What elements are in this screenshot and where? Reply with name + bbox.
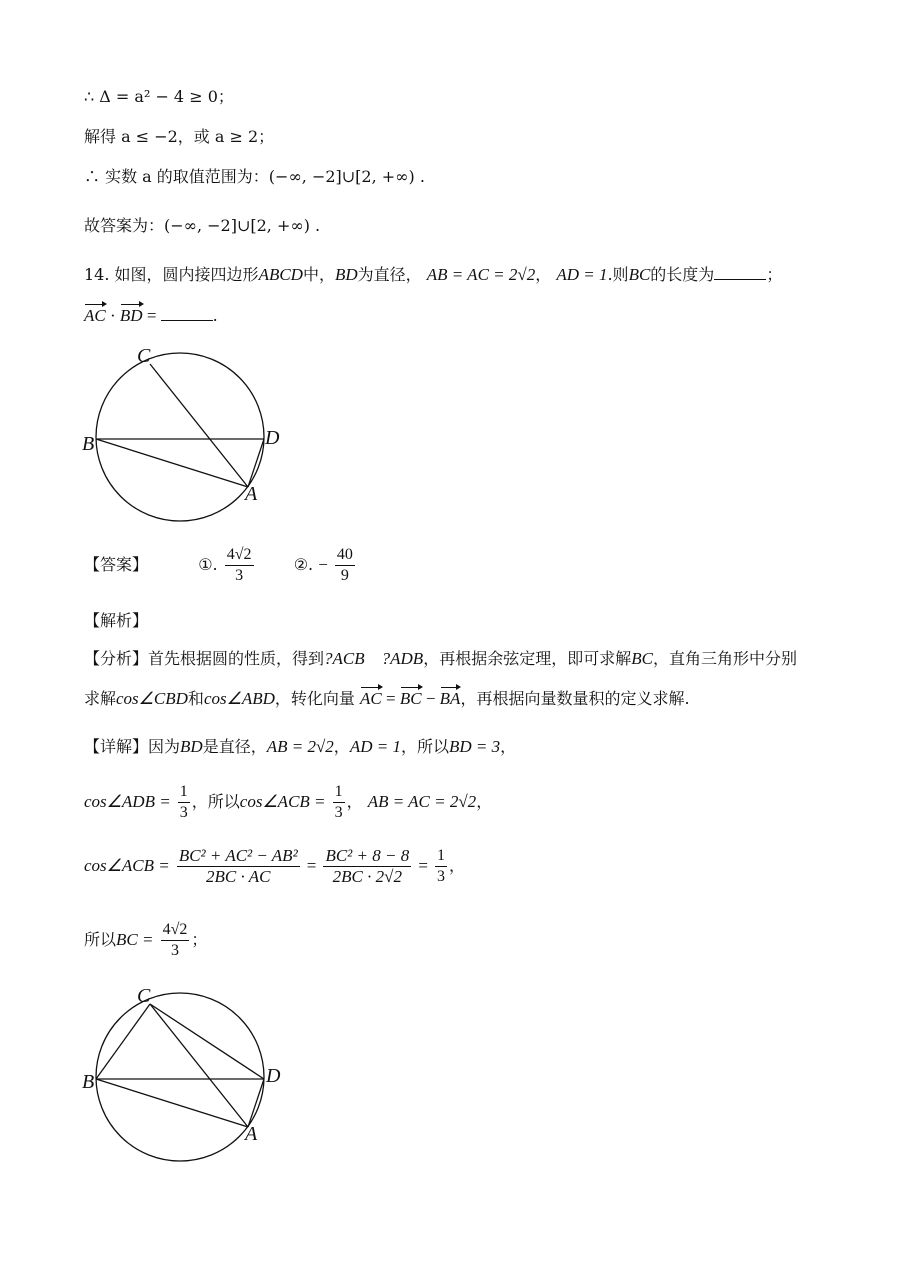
label-c: C	[137, 985, 151, 1007]
xj-text: ，	[500, 737, 517, 756]
bc-text: 所以	[84, 930, 117, 949]
bc-result-line	[84, 920, 207, 961]
label-c: C	[137, 345, 151, 367]
cos-text: ，	[346, 792, 363, 811]
answer-1-marker: ①.	[198, 555, 218, 574]
vector-ac: AC	[84, 306, 106, 325]
segment-ba	[96, 439, 248, 487]
q14-bc: BC	[628, 265, 651, 284]
substituted-fraction: $\frac{\text{BC² + 8 − 8}}{2BC \cdot 2√2}$	[325, 846, 410, 886]
answer-blank-2[interactable]	[161, 306, 213, 321]
segment-da	[248, 1079, 264, 1127]
q14-ad: AD = 1	[556, 265, 608, 284]
question-number: 14.	[84, 265, 110, 284]
xj-text: ，	[333, 737, 350, 756]
solution-line-solve: 解得 a ≤ −2，或 a ≥ 2；	[84, 127, 275, 146]
xj-text: 因为	[148, 737, 181, 756]
label-b: B	[82, 1071, 95, 1093]
q14-text: 的长度为	[650, 265, 715, 284]
q14-quad: ABCD	[258, 265, 303, 284]
bc-equals: BC =	[116, 930, 154, 949]
q14-text: 为直径，	[357, 265, 422, 284]
q14-text: .则	[607, 265, 629, 284]
bc-fraction: $\frac{4√2}{3}$	[162, 921, 188, 959]
circle-figure-2	[80, 980, 310, 1170]
fraction-one-third: $\frac{1}{3}$	[179, 783, 188, 821]
equals-sign: =	[381, 689, 400, 708]
bc-text: ；	[191, 930, 208, 949]
circle	[96, 353, 264, 521]
equals-sign: =	[418, 856, 428, 875]
cos-adb: cos∠ADB =	[84, 792, 171, 811]
bd-value: BD = 3	[448, 737, 501, 756]
q14-text: 中，	[302, 265, 335, 284]
fraction-one-third: $\frac{1}{3}$	[437, 847, 445, 885]
question-14-line-2	[84, 306, 218, 326]
label-a: A	[245, 483, 258, 505]
answer-2-sign: −	[318, 555, 328, 574]
answer-label: 【答案】	[84, 555, 149, 574]
segment-ca	[150, 1004, 248, 1127]
answer-1-fraction: $\frac{4√2}{3}$	[226, 546, 252, 584]
xj-text: 是直径，	[202, 737, 267, 756]
fraction-one-third: $\frac{1}{3}$	[334, 783, 343, 821]
ad-value: AD = 1	[349, 737, 401, 756]
q14-text: ，	[535, 265, 552, 284]
cos-text: ，	[449, 856, 466, 875]
cos-text: ，所以	[191, 792, 240, 811]
equals-sign: =	[306, 856, 317, 875]
segment-da	[248, 439, 264, 487]
label-d: D	[266, 1065, 281, 1087]
cos-abd: cos∠ABD	[203, 689, 275, 708]
angle-relation: ?ACB ?ADB	[324, 649, 424, 668]
cos-acb: cos∠ACB =	[239, 792, 326, 811]
fenxi-text: ，直角三角形中分别	[652, 649, 797, 668]
circle-figure-1	[80, 340, 310, 530]
fenxi-text: ，转化向量	[274, 689, 355, 708]
circle	[96, 993, 264, 1161]
cos-cbd: cos∠CBD	[116, 689, 188, 708]
segment-cd	[150, 1004, 264, 1079]
cos-line-2	[84, 846, 465, 887]
fenxi-text: 首先根据圆的性质，得到	[148, 649, 325, 668]
q14-text: 如图，圆内接四边形	[114, 265, 259, 284]
vector-bc: BC	[399, 689, 422, 708]
answer-summary-line: 故答案为：(−∞, −2]∪[2, +∞) .	[84, 216, 321, 235]
equals-sign: =	[142, 306, 161, 325]
ab-ac-value: AB = AC = 2√2	[367, 792, 477, 811]
minus-sign: −	[421, 689, 440, 708]
answer-line	[84, 545, 357, 586]
fenxi-text: ，再根据余弦定理，即可求解	[423, 649, 632, 668]
dot-operator: ·	[105, 306, 120, 325]
fenxi-label: 【分析】	[84, 649, 149, 668]
ab-value: AB = 2√2	[266, 737, 334, 756]
fenxi-text: 求解	[84, 689, 117, 708]
label-d: D	[265, 427, 280, 449]
q14-text: ；	[766, 265, 783, 284]
answer-blank-1[interactable]	[714, 265, 766, 280]
q14-ab-ac: AB = AC = 2√2	[426, 265, 536, 284]
detail-line-1	[84, 734, 516, 757]
question-14-line	[84, 262, 782, 285]
analysis-line-2	[84, 686, 690, 709]
xiangjie-label: 【详解】	[84, 737, 149, 756]
solution-line-discriminant: ∴ Δ = a² − 4 ≥ 0；	[84, 87, 234, 106]
vector-bd: BD	[119, 306, 143, 325]
vector-ba: BA	[439, 689, 461, 708]
label-b: B	[82, 433, 95, 455]
vector-ac: AC	[360, 689, 382, 708]
xj-text: ，所以	[400, 737, 449, 756]
cos-line-1	[84, 782, 492, 823]
cos-acb: cos∠ACB =	[84, 856, 170, 875]
analysis-line-1	[84, 644, 797, 669]
segment-ca	[150, 364, 248, 487]
segment-bd: BD	[180, 737, 203, 756]
law-of-cosines-fraction: $\frac{\text{BC² + AC² − AB²}}{2BC \cdot AC}$	[178, 846, 298, 886]
fenxi-text: 和	[187, 689, 204, 708]
answer-2-marker: ②.	[293, 555, 314, 574]
analysis-heading: 【解析】	[84, 611, 149, 630]
fenxi-text: ，再根据向量数量积的定义求解.	[460, 689, 690, 708]
solution-line-range: ∴ 实数 a 的取值范围为：(−∞, −2]∪[2, +∞) .	[84, 167, 425, 186]
segment-ba	[96, 1079, 248, 1127]
label-a: A	[245, 1123, 258, 1145]
q14-diameter: BD	[334, 265, 358, 284]
answer-2-fraction: $\frac{40}{9}$	[336, 546, 353, 584]
segment-bc: BC	[631, 649, 653, 668]
cos-text: ，	[476, 792, 493, 811]
q14-tail: .	[212, 306, 218, 325]
